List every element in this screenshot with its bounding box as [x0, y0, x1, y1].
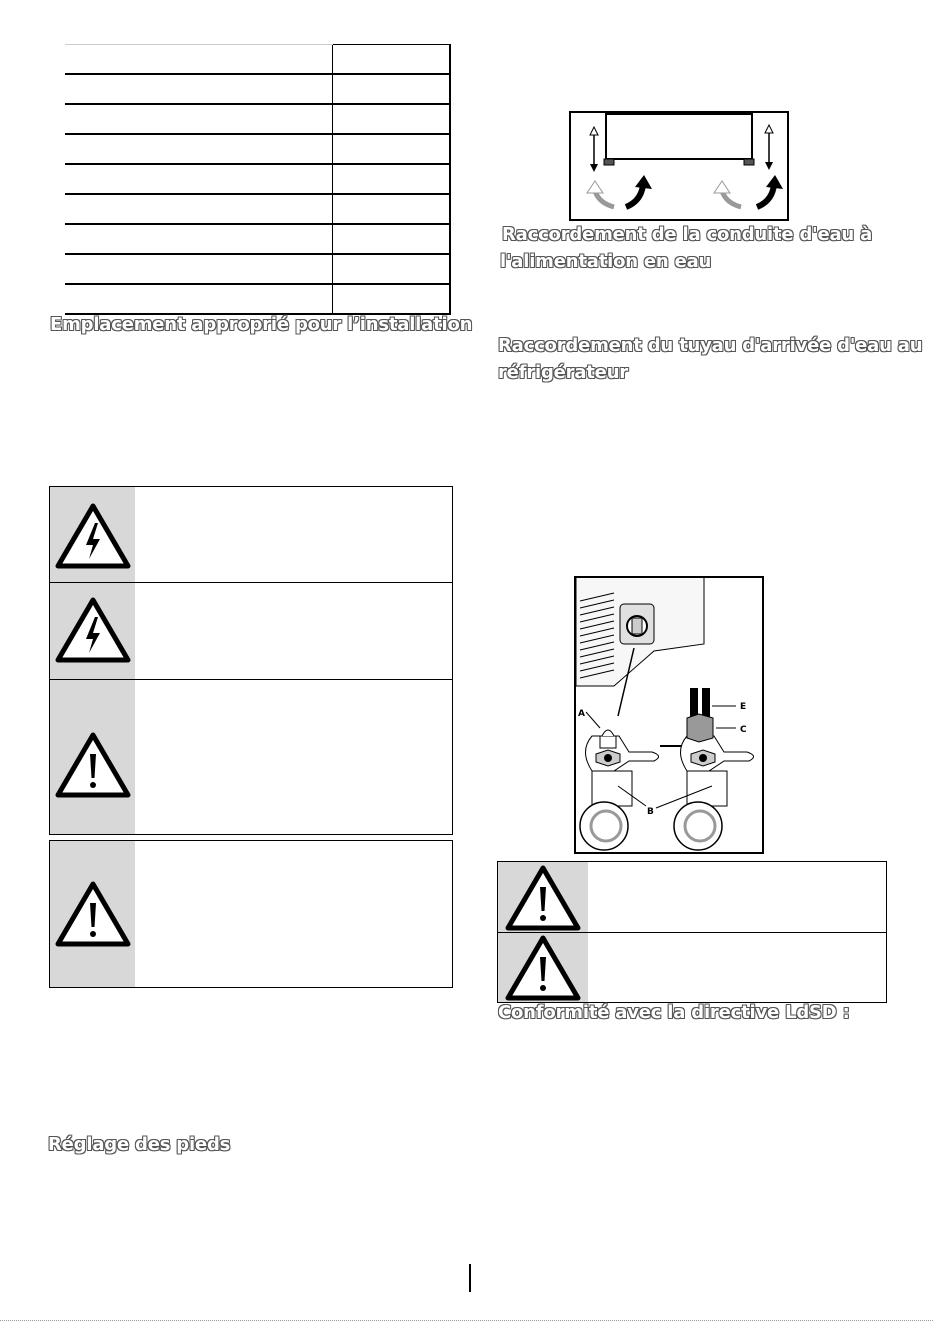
heading-water-line-line2: l'alimentation en eau [500, 251, 712, 272]
warning-row [50, 841, 452, 987]
table-row [65, 74, 450, 104]
warning-icon [505, 865, 581, 931]
heading-inlet-hose-line1: Raccordement du tuyau d'arrivée d'eau au [498, 335, 923, 356]
table-row [65, 104, 450, 134]
table-row [65, 45, 450, 75]
heading-ldsd-compliance: Conformité avec la directive LdSD : [498, 1002, 850, 1023]
spec-table [65, 44, 451, 315]
table-row [65, 194, 450, 224]
table-row [65, 254, 450, 284]
warning-icon [55, 732, 131, 798]
label-e: E [740, 702, 747, 712]
warning-box-water [497, 861, 887, 1003]
warning-icon [55, 881, 131, 947]
heading-installation-location: Emplacement approprié pour l’installation [50, 314, 473, 335]
table-row [65, 134, 450, 164]
warning-panel [50, 841, 135, 987]
feet-adjustment-illustration [569, 111, 789, 221]
heading-feet-adjustment: Réglage des pieds [48, 1134, 231, 1155]
electric-hazard-icon [55, 503, 131, 569]
label-c: C [740, 725, 747, 735]
warning-row [50, 680, 452, 834]
table-row [65, 164, 450, 194]
warning-row [498, 933, 886, 1002]
warning-icon [505, 935, 581, 1001]
warning-row [50, 487, 452, 583]
warning-box-electrical [49, 486, 453, 835]
water-connection-illustration [574, 576, 764, 854]
table-row [65, 224, 450, 254]
label-a: A [578, 709, 585, 719]
warning-box-general [49, 840, 453, 988]
page-edge [0, 1320, 933, 1321]
warning-row [498, 862, 886, 933]
warning-panel [50, 487, 135, 582]
table-row [65, 284, 450, 314]
warning-panel [50, 680, 135, 834]
electric-hazard-icon [55, 597, 131, 663]
warning-panel [498, 933, 588, 1002]
heading-water-line-line1: Raccordement de la conduite d'eau à [502, 224, 873, 245]
heading-inlet-hose-line2: réfrigérateur [498, 362, 628, 383]
page-number-mark [469, 1264, 471, 1292]
warning-panel [498, 862, 588, 932]
label-b: B [647, 807, 654, 817]
warning-panel [50, 583, 135, 679]
warning-row [50, 583, 452, 680]
